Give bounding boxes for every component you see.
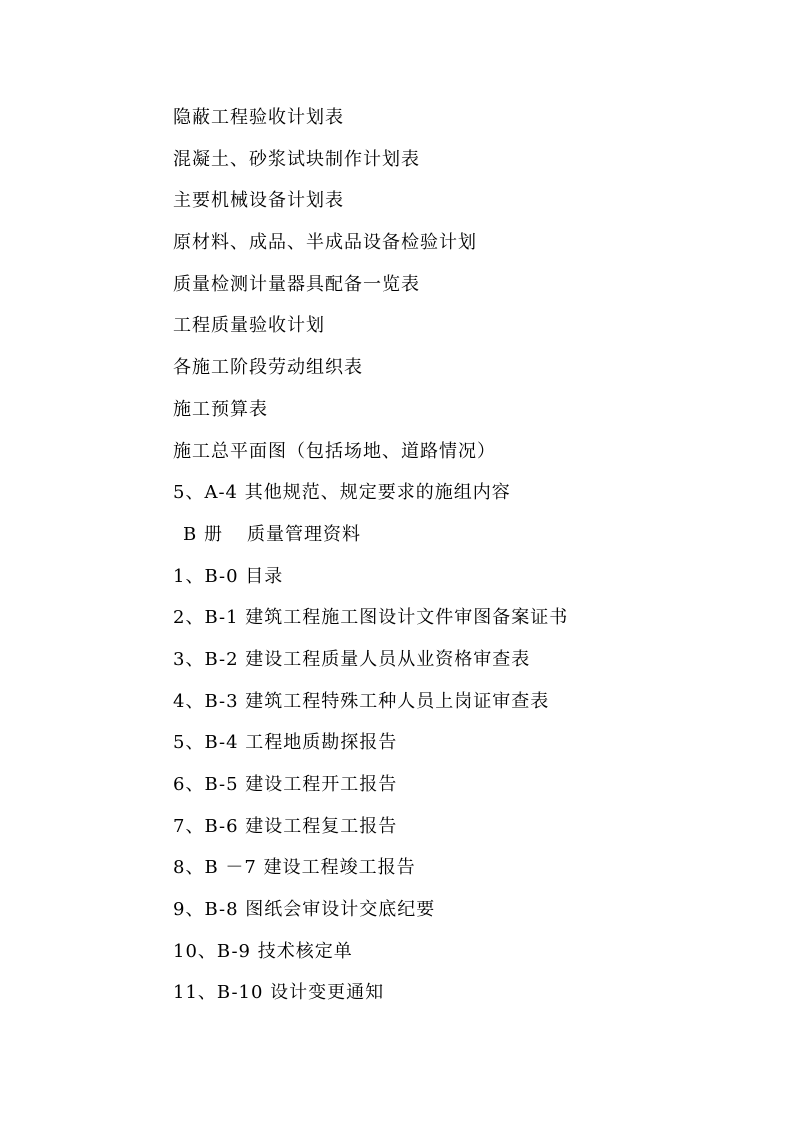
section-title: 质量管理资料 (246, 523, 361, 545)
list-item: 9、B-8 图纸会审设计交底纪要 (173, 899, 436, 921)
list-item: 8、B －7 建设工程竣工报告 (173, 857, 416, 879)
list-item: 7、B-6 建设工程复工报告 (173, 815, 398, 837)
list-item: 质量检测计量器具配备一览表 (173, 273, 420, 295)
list-item: 4、B-3 建筑工程特殊工种人员上岗证审查表 (173, 690, 550, 712)
list-item: 各施工阶段劳动组织表 (173, 357, 363, 379)
list-item: 工程质量验收计划 (173, 315, 325, 337)
list-item: 2、B-1 建筑工程施工图设计文件审图备案证书 (173, 607, 569, 629)
list-item: 原材料、成品、半成品设备检验计划 (173, 232, 477, 254)
list-item: 5、A-4 其他规范、规定要求的施组内容 (173, 482, 511, 504)
list-item: 施工总平面图（包括场地、道路情况） (173, 440, 496, 462)
list-item: 6、B-5 建设工程开工报告 (173, 774, 398, 795)
section-heading (173, 520, 733, 562)
list-item: 5、B-4 工程地质勘探报告 (173, 732, 398, 754)
list-item: 1、B-0 目录 (173, 565, 284, 587)
list-item: 隐蔽工程验收计划表 (173, 107, 344, 128)
list-item: 3、B-2 建设工程质量人员从业资格审查表 (173, 648, 531, 670)
list-item: 主要机械设备计划表 (173, 190, 344, 212)
section-volume: B 册 (183, 523, 223, 545)
list-item: 施工预算表 (173, 398, 268, 420)
document-body (173, 103, 733, 1020)
list-item: 10、B-9 技术核定单 (173, 940, 353, 962)
list-item: 混凝土、砂浆试块制作计划表 (173, 148, 420, 170)
list-item: 11、B-10 设计变更通知 (173, 982, 385, 1004)
